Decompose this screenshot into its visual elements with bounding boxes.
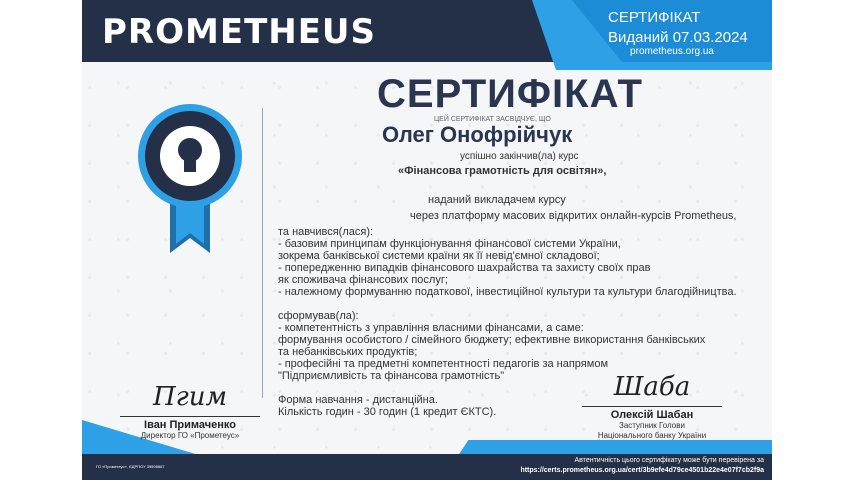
body-line: формування особистого / сімейного бюджету; ефективне використання банківських (278, 334, 706, 346)
signature-left (90, 382, 290, 441)
body-line: - базовим принципам функціонування фінансової системи України, (278, 238, 621, 250)
certificate (82, 0, 772, 480)
body-line: зокрема банківської системи країни як її невід'ємної складової; (278, 250, 600, 262)
signatory-role: Заступник Голови (619, 421, 685, 430)
body-line: та небанківських продуктів; (278, 346, 418, 358)
header-cert-block (608, 8, 758, 48)
signatory-role: Національного банку України (597, 431, 707, 440)
course-name: «Фінансова грамотність для освітян», (398, 165, 607, 177)
body-line: - професійні та предметні компетентності педагогів за напрямом (278, 358, 608, 370)
body-line: Кількість годин - 30 годин (1 кредит ЄКТС). (278, 406, 497, 418)
body-line: як споживача фінансових послуг; (278, 274, 448, 286)
signature-right (552, 372, 752, 441)
body-line: - належному формуванню податкової, інвестиційної культури та культури благодійництва. (278, 286, 737, 298)
signatory-name: Олексій Шабан (610, 409, 694, 421)
header-url: prometheus.org.ua (630, 46, 714, 57)
verify-text: Автентичність цього сертифікату може бути перевірена за (574, 457, 764, 464)
body-line: Форма навчання - дистанційна. (278, 394, 438, 406)
prometheus-logo: PROMETHEUS (102, 12, 377, 52)
body-line: "Підприємливість та фінансова грамотність" (278, 370, 505, 382)
certificate-title: СЕРТИФІКАТ (377, 72, 643, 116)
body-line: - компетентність з управління власними фінансами, а саме: (278, 322, 584, 334)
certifies-text: ЦЕЙ СЕРТИФІКАТ ЗАСВІДЧУЄ, ЩО (434, 116, 551, 123)
body-line: та навчився(лася): (278, 226, 374, 238)
signature-scribble: Шаба (613, 372, 691, 402)
signature-scribble: Пгим (152, 382, 228, 412)
body-line: через платформу масових відкритих онлайн-курсів Prometheus, (410, 210, 737, 222)
signature-line (582, 406, 722, 407)
recipient-name: Олег Онофрійчук (382, 122, 573, 147)
signatory-role: Директор ГО «Прометеус» (140, 431, 240, 440)
footer-note: ГО «Прометеус», ЄДРПОУ 39598867 (96, 464, 165, 469)
header-cert-label: СЕРТИФІКАТ (608, 9, 701, 26)
body-line: сформував(ла): (278, 310, 359, 322)
signature-line (120, 416, 260, 417)
divider-line (262, 108, 263, 398)
body-line: - попередженню випадків фінансового шахрайства та захисту своїх прав (278, 262, 651, 274)
completed-text: успішно закінчив(ла) курс (460, 151, 579, 162)
badge-icon (120, 98, 260, 258)
verify-link[interactable]: https://certs.prometheus.org.ua/cert/3b9efe4d79ce4501b22e4e07f7cb2f9a (520, 467, 764, 474)
issued-date: Виданий 07.03.2024 (608, 29, 748, 46)
body-line: наданий викладачем курсу (428, 194, 566, 206)
verify-block (520, 456, 764, 476)
signatory-name: Іван Примаченко (144, 419, 236, 431)
